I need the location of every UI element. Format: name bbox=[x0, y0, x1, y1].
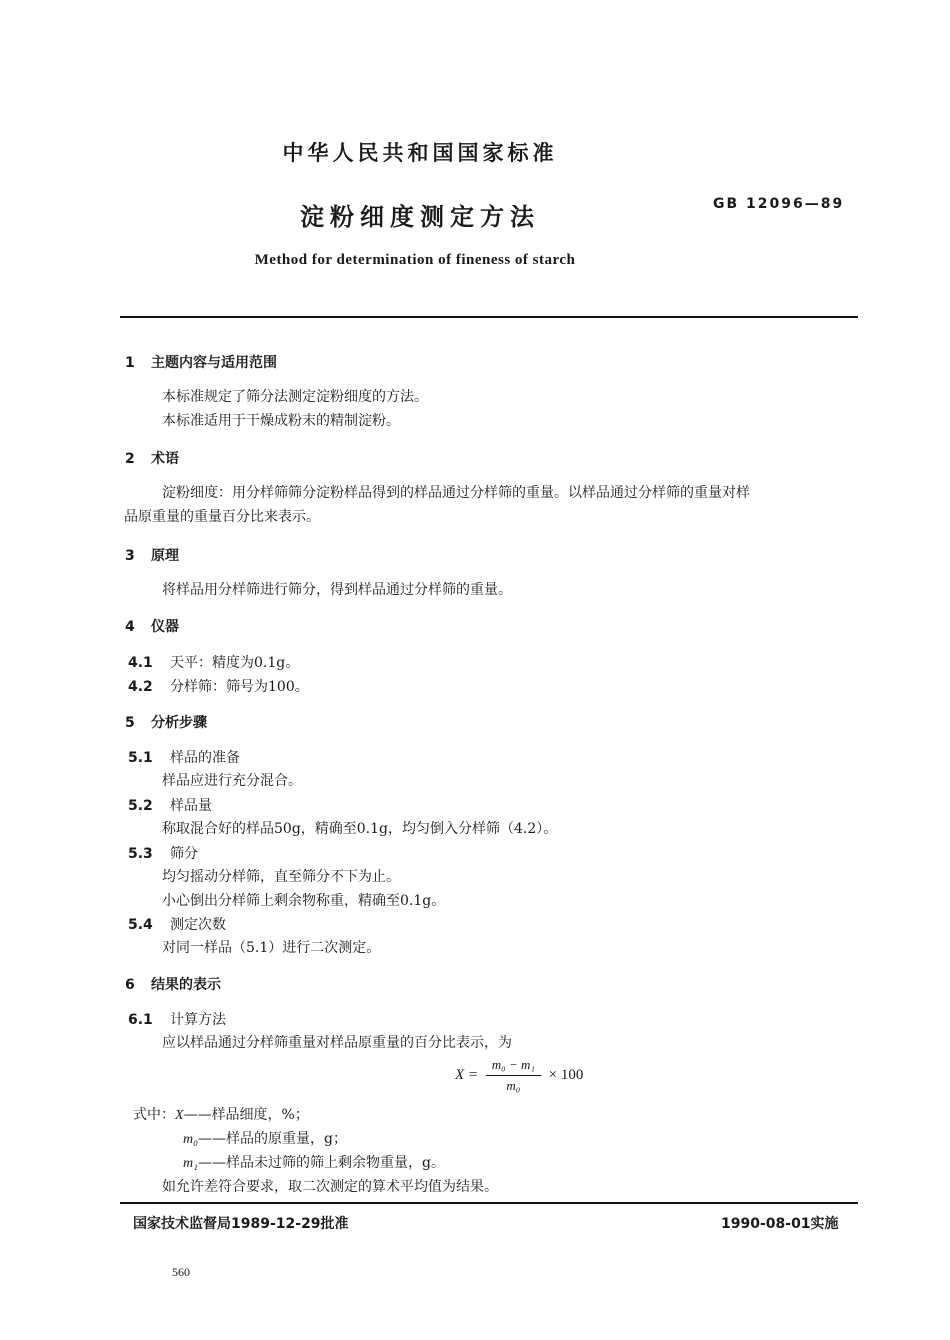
symbol-description: ——样品的原重量，g； bbox=[197, 1131, 347, 1147]
formula-lhs: X = bbox=[455, 1066, 479, 1083]
clause-title: 样品的准备 bbox=[170, 750, 240, 766]
paragraph-line: 均匀摇动分样筛，直至筛分不下为止。 bbox=[162, 869, 400, 885]
where-definition-x bbox=[133, 1104, 309, 1124]
clause-title: 样品量 bbox=[170, 798, 212, 814]
section-title: 主题内容与适用范围 bbox=[151, 355, 277, 371]
paragraph-line: 淀粉细度：用分样筛筛分淀粉样品得到的样品通过分样筛的重量。以样品通过分样筛的重量对样 bbox=[162, 485, 750, 501]
page-number: 560 bbox=[172, 1265, 190, 1279]
section-2-heading bbox=[125, 448, 179, 468]
paragraph-line: 品原重量的重量百分比来表示。 bbox=[124, 509, 320, 525]
effective-date: 1990-08-01实施 bbox=[721, 1216, 839, 1232]
clause-text: 天平：精度为0.1g。 bbox=[170, 655, 300, 671]
paragraph-line: 将样品用分样筛进行筛分，得到样品通过分样筛的重量。 bbox=[162, 582, 512, 598]
clause-number: 4.2 bbox=[128, 679, 153, 695]
section-4-heading bbox=[125, 616, 179, 636]
where-definition-m1 bbox=[183, 1152, 445, 1172]
symbol-description: ——样品未过筛的筛上剩余物重量，g。 bbox=[197, 1155, 445, 1171]
national-standard-heading: 中华人民共和国国家标准 bbox=[282, 141, 558, 165]
section-title: 原理 bbox=[151, 548, 179, 564]
footer-divider bbox=[120, 1202, 858, 1204]
clause-number: 5.3 bbox=[128, 846, 153, 862]
paragraph-line: 小心倒出分样筛上剩余物称重，精确至0.1g。 bbox=[162, 893, 446, 909]
section-number: 3 bbox=[125, 548, 135, 564]
paragraph-line: 本标准适用于干燥成粉末的精制淀粉。 bbox=[162, 413, 400, 429]
formula-fraction bbox=[486, 1057, 541, 1094]
paragraph-line: 本标准规定了筛分法测定淀粉细度的方法。 bbox=[162, 389, 428, 405]
clause-5-2 bbox=[128, 795, 212, 815]
clause-number: 5.1 bbox=[128, 750, 153, 766]
clause-5-1 bbox=[128, 747, 240, 767]
section-title: 仪器 bbox=[151, 619, 179, 635]
section-number: 4 bbox=[125, 619, 135, 635]
document-title-cn: 淀粉细度测定方法 bbox=[300, 203, 540, 231]
symbol: m₀ bbox=[183, 1132, 198, 1147]
header-divider bbox=[120, 316, 858, 318]
clause-number: 6.1 bbox=[128, 1012, 153, 1028]
section-title: 结果的表示 bbox=[151, 977, 221, 993]
clause-5-3 bbox=[128, 843, 198, 863]
paragraph-line: 样品应进行充分混合。 bbox=[162, 773, 302, 789]
formula-denominator: m₀ bbox=[506, 1078, 521, 1093]
paragraph-line: 称取混合好的样品50g，精确至0.1g，均匀倒入分样筛（4.2）。 bbox=[162, 821, 558, 837]
clause-text: 分样筛：筛号为100。 bbox=[170, 679, 309, 695]
formula-multiplier: × 100 bbox=[548, 1066, 584, 1083]
clause-title: 筛分 bbox=[170, 846, 198, 862]
standard-code: GB 12096—89 bbox=[713, 196, 845, 212]
document-title-en: Method for determination of fineness of starch bbox=[254, 252, 576, 268]
section-3-heading bbox=[125, 545, 179, 565]
section-number: 5 bbox=[125, 715, 135, 731]
where-definition-m0 bbox=[183, 1128, 347, 1148]
fineness-formula bbox=[455, 1057, 583, 1094]
section-6-heading bbox=[125, 974, 221, 994]
clause-number: 5.2 bbox=[128, 798, 153, 814]
clause-4-2 bbox=[128, 676, 309, 696]
clause-title: 计算方法 bbox=[170, 1012, 226, 1028]
symbol-description: ——样品细度，%； bbox=[183, 1107, 309, 1123]
where-label: 式中： bbox=[133, 1107, 175, 1123]
clause-number: 5.4 bbox=[128, 917, 153, 933]
symbol: m₁ bbox=[183, 1156, 198, 1171]
paragraph-line: 对同一样品（5.1）进行二次测定。 bbox=[162, 940, 381, 956]
clause-6-1 bbox=[128, 1009, 226, 1029]
result-note: 如允许差符合要求，取二次测定的算术平均值为结果。 bbox=[162, 1179, 498, 1195]
section-title: 分析步骤 bbox=[151, 715, 207, 731]
section-title: 术语 bbox=[151, 451, 179, 467]
clause-5-4 bbox=[128, 914, 226, 934]
section-number: 2 bbox=[125, 451, 135, 467]
section-number: 6 bbox=[125, 977, 135, 993]
section-5-heading bbox=[125, 712, 207, 732]
clause-title: 测定次数 bbox=[170, 917, 226, 933]
clause-4-1 bbox=[128, 652, 299, 672]
section-1-heading bbox=[125, 352, 277, 372]
symbol: X bbox=[175, 1108, 184, 1123]
clause-number: 4.1 bbox=[128, 655, 153, 671]
section-number: 1 bbox=[125, 355, 135, 371]
approval-date: 国家技术监督局1989-12-29批准 bbox=[133, 1216, 349, 1232]
formula-numerator: m₀ − m₁ bbox=[486, 1057, 541, 1076]
paragraph-line: 应以样品通过分样筛重量对样品原重量的百分比表示，为 bbox=[162, 1035, 512, 1051]
